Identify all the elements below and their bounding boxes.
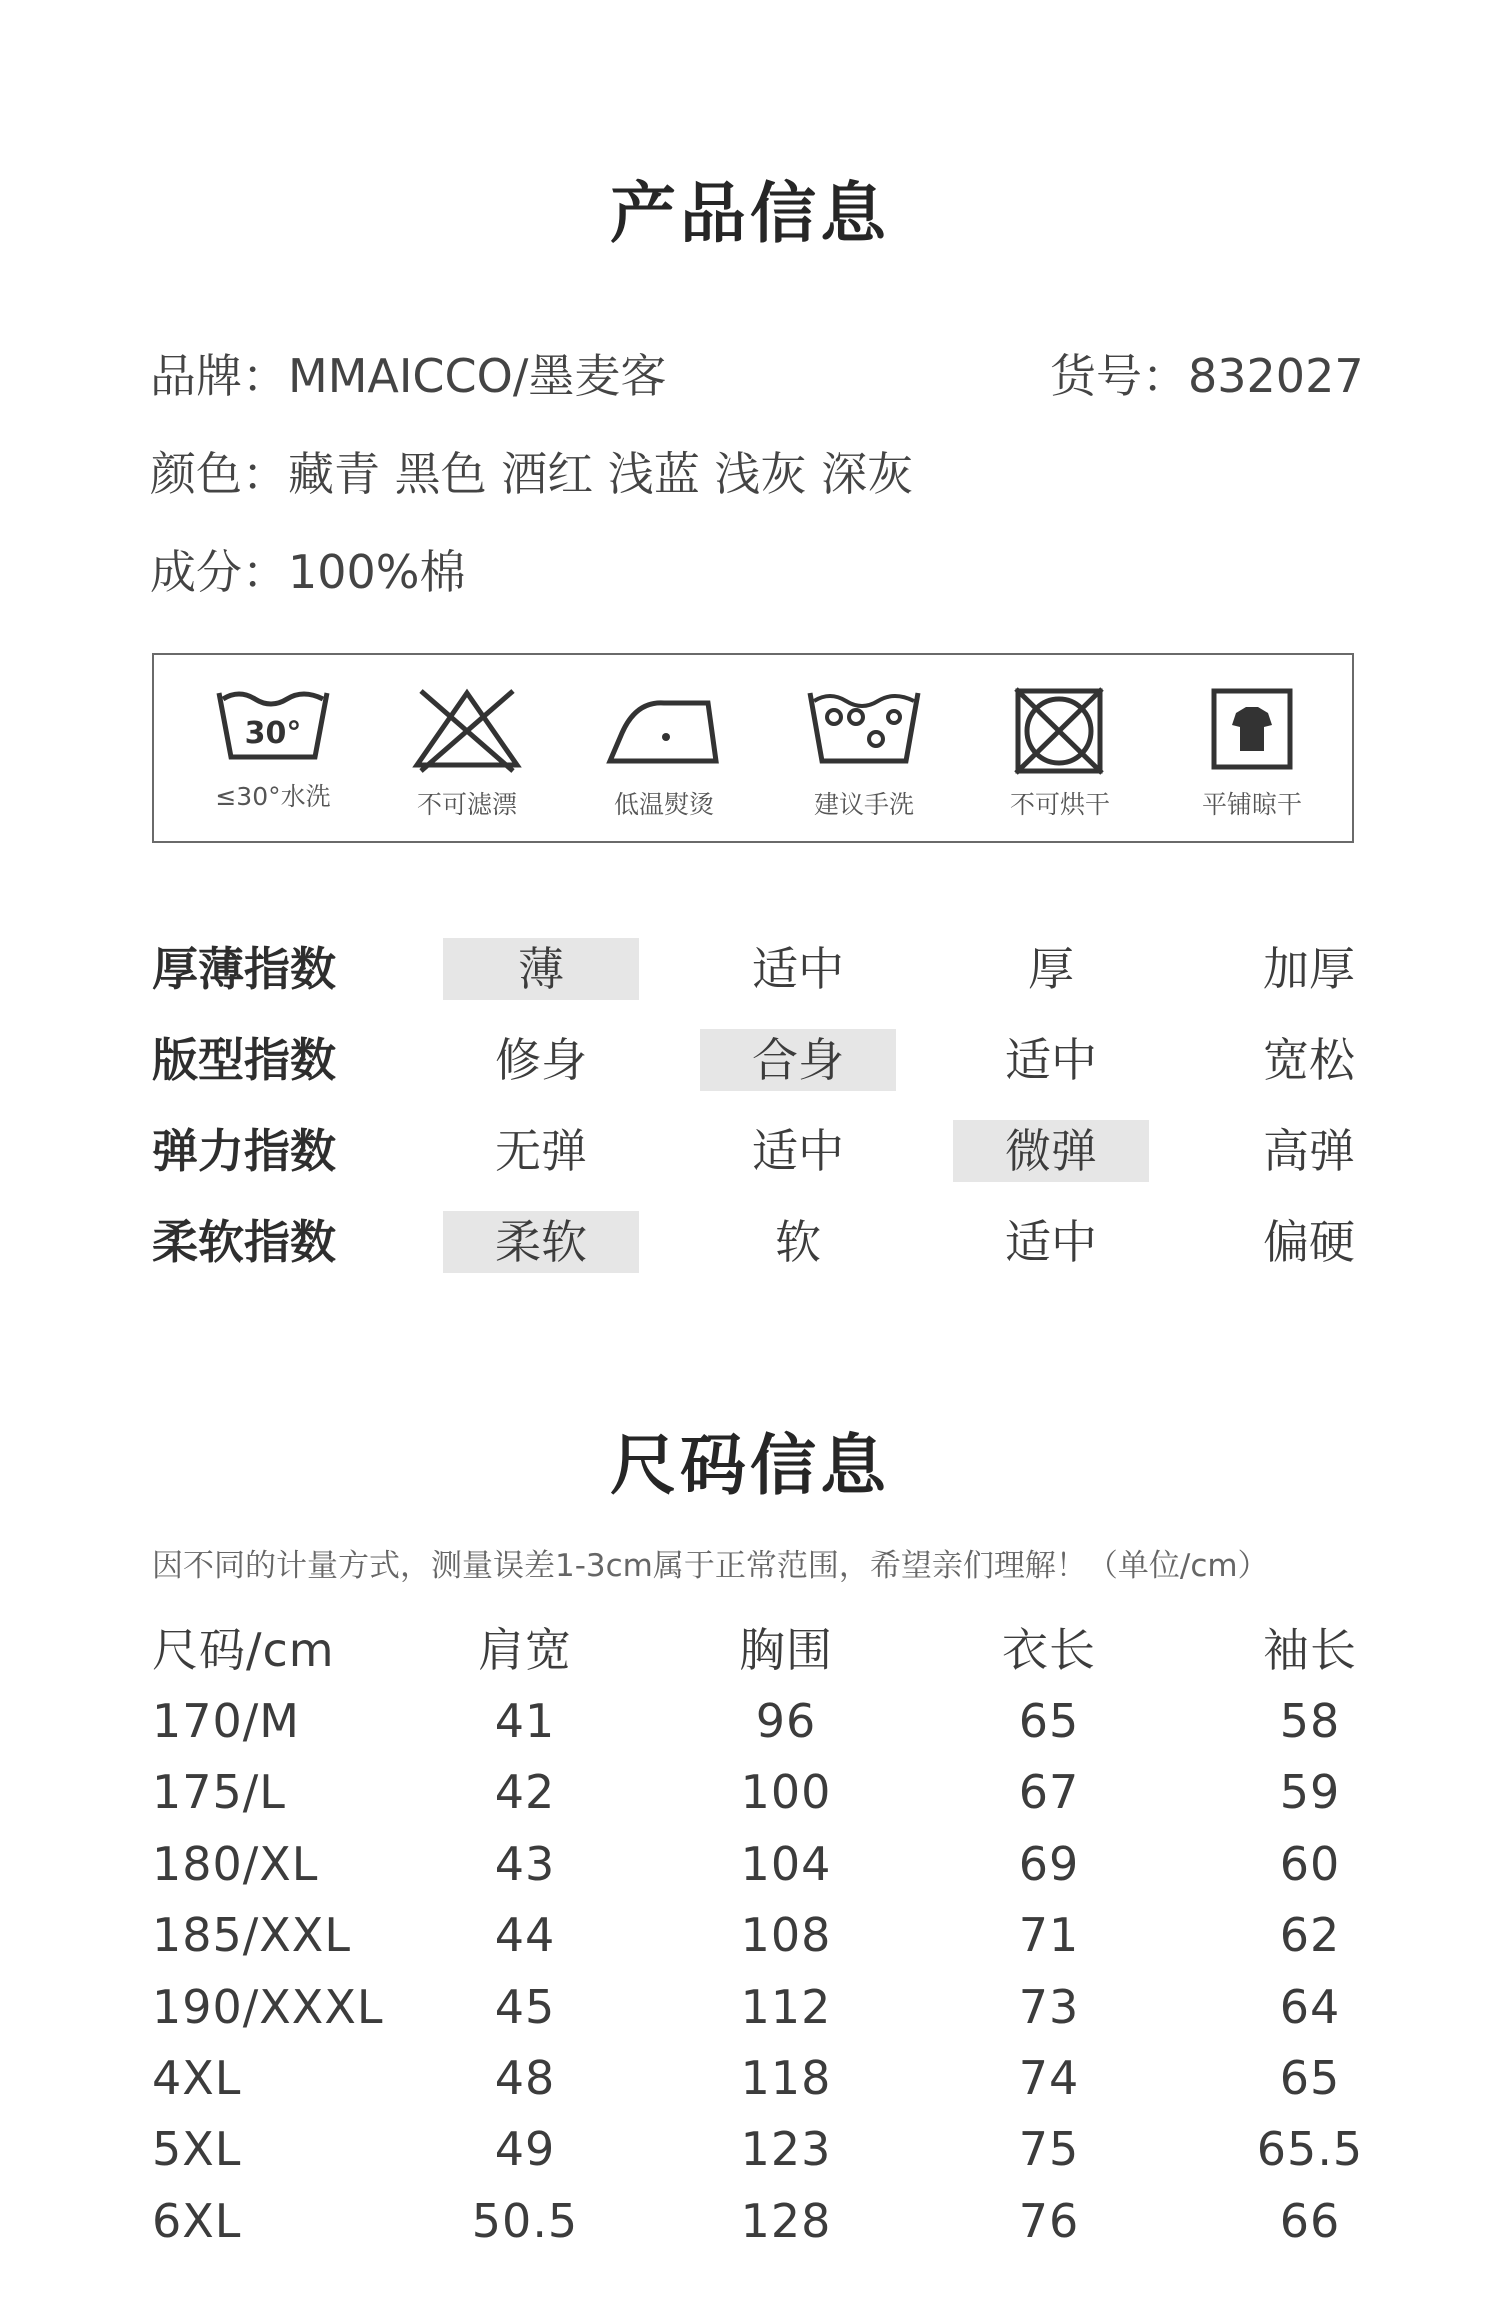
table-cell: 42 bbox=[494, 1765, 556, 1819]
header-cell: 袖长 bbox=[1263, 1623, 1357, 1677]
table-cell: 50.5 bbox=[471, 2194, 579, 2248]
no-bleach-icon bbox=[407, 685, 527, 775]
index-option: 修身 bbox=[495, 1033, 587, 1087]
index-row-thickness bbox=[152, 938, 1362, 1000]
index-option: 薄 bbox=[443, 938, 639, 1000]
table-cell: 44 bbox=[494, 1908, 556, 1962]
hand-wash-icon bbox=[804, 685, 924, 775]
index-option: 合身 bbox=[700, 1029, 896, 1091]
table-cell: 66 bbox=[1279, 2194, 1341, 2248]
table-cell: 48 bbox=[494, 2051, 556, 2105]
care-label: 建议手洗 bbox=[813, 790, 914, 819]
header-cell: 胸围 bbox=[739, 1623, 833, 1677]
table-cell: 49 bbox=[494, 2122, 556, 2176]
table-cell: 6XL bbox=[152, 2194, 242, 2248]
table-row bbox=[0, 2119, 1500, 2179]
brand-line: 品牌：MMAICCO/墨麦客 bbox=[150, 349, 667, 403]
index-option: 适中 bbox=[1005, 1215, 1097, 1269]
header-cell: 尺码/cm bbox=[152, 1623, 335, 1677]
table-cell: 112 bbox=[740, 1980, 832, 2034]
product-info-title: 产品信息 bbox=[610, 175, 890, 252]
table-cell: 5XL bbox=[152, 2122, 242, 2176]
care-label: 平铺晾干 bbox=[1201, 790, 1302, 819]
table-row bbox=[0, 1691, 1500, 1751]
table-cell: 45 bbox=[494, 1980, 556, 2034]
size-info-title: 尺码信息 bbox=[610, 1427, 890, 1504]
composition-line: 成分：100%棉 bbox=[150, 545, 466, 599]
table-cell: 65 bbox=[1018, 1694, 1080, 1748]
index-label: 厚薄指数 bbox=[152, 942, 336, 996]
index-row-softness bbox=[152, 1211, 1362, 1273]
index-option: 加厚 bbox=[1263, 942, 1355, 996]
colors-line: 颜色：藏青 黑色 酒红 浅蓝 浅灰 深灰 bbox=[150, 447, 914, 501]
care-item bbox=[980, 685, 1140, 821]
no-tumble-dry-icon bbox=[1000, 685, 1120, 775]
care-item bbox=[784, 685, 944, 821]
low-iron-icon bbox=[604, 685, 724, 775]
table-cell: 128 bbox=[740, 2194, 832, 2248]
table-cell: 73 bbox=[1018, 1980, 1080, 2034]
care-label: 低温熨烫 bbox=[613, 790, 714, 819]
index-option: 适中 bbox=[752, 1124, 844, 1178]
table-cell: 185/XXL bbox=[152, 1908, 351, 1962]
size-table-header bbox=[0, 1620, 1500, 1680]
table-cell: 180/XL bbox=[152, 1837, 319, 1891]
table-cell: 100 bbox=[740, 1765, 832, 1819]
table-cell: 69 bbox=[1018, 1837, 1080, 1891]
table-cell: 76 bbox=[1018, 2194, 1080, 2248]
table-cell: 67 bbox=[1018, 1765, 1080, 1819]
table-cell: 41 bbox=[494, 1694, 556, 1748]
wash-temp-text: 30° bbox=[244, 716, 302, 751]
table-row bbox=[0, 2191, 1500, 2251]
table-cell: 170/M bbox=[152, 1694, 300, 1748]
care-label: 不可烘干 bbox=[1009, 790, 1110, 819]
table-cell: 62 bbox=[1279, 1908, 1341, 1962]
header-cell: 肩宽 bbox=[478, 1623, 572, 1677]
wash-30-icon bbox=[213, 685, 333, 767]
table-cell: 71 bbox=[1018, 1908, 1080, 1962]
table-cell: 59 bbox=[1279, 1765, 1341, 1819]
table-cell: 60 bbox=[1279, 1837, 1341, 1891]
index-option: 无弹 bbox=[495, 1124, 587, 1178]
measurement-note: 因不同的计量方式，测量误差1-3cm属于正常范围，希望亲们理解！（单位/cm） bbox=[152, 1548, 1269, 1584]
table-cell: 65 bbox=[1279, 2051, 1341, 2105]
table-row bbox=[0, 1834, 1500, 1894]
table-cell: 123 bbox=[740, 2122, 832, 2176]
table-cell: 75 bbox=[1018, 2122, 1080, 2176]
table-cell: 175/L bbox=[152, 1765, 286, 1819]
index-option: 偏硬 bbox=[1263, 1215, 1355, 1269]
index-row-elasticity bbox=[152, 1120, 1362, 1182]
index-option: 适中 bbox=[752, 942, 844, 996]
table-cell: 4XL bbox=[152, 2051, 242, 2105]
care-item bbox=[193, 685, 353, 813]
index-option: 宽松 bbox=[1263, 1033, 1355, 1087]
table-cell: 108 bbox=[740, 1908, 832, 1962]
index-label: 柔软指数 bbox=[152, 1215, 336, 1269]
table-cell: 104 bbox=[740, 1837, 832, 1891]
flat-dry-icon bbox=[1192, 685, 1312, 775]
table-cell: 65.5 bbox=[1256, 2122, 1364, 2176]
table-row bbox=[0, 1762, 1500, 1822]
care-item bbox=[387, 685, 547, 821]
index-row-fit bbox=[152, 1029, 1362, 1091]
table-cell: 74 bbox=[1018, 2051, 1080, 2105]
table-cell: 190/XXXL bbox=[152, 1980, 384, 2034]
table-row bbox=[0, 2048, 1500, 2108]
table-cell: 96 bbox=[755, 1694, 817, 1748]
index-label: 版型指数 bbox=[152, 1033, 336, 1087]
header-cell: 衣长 bbox=[1002, 1623, 1096, 1677]
index-option: 适中 bbox=[1005, 1033, 1097, 1087]
table-cell: 43 bbox=[494, 1837, 556, 1891]
care-item bbox=[1172, 685, 1332, 821]
index-option: 软 bbox=[775, 1215, 821, 1269]
index-label: 弹力指数 bbox=[152, 1124, 336, 1178]
item-number-line: 货号：832027 bbox=[1050, 349, 1364, 403]
table-row bbox=[0, 1977, 1500, 2037]
care-item bbox=[584, 685, 744, 821]
table-row bbox=[0, 1905, 1500, 1965]
table-cell: 118 bbox=[740, 2051, 832, 2105]
index-option: 柔软 bbox=[443, 1211, 639, 1273]
index-option: 厚 bbox=[1028, 942, 1074, 996]
index-option: 微弹 bbox=[953, 1120, 1149, 1182]
index-option: 高弹 bbox=[1263, 1124, 1355, 1178]
table-cell: 58 bbox=[1279, 1694, 1341, 1748]
table-cell: 64 bbox=[1279, 1980, 1341, 2034]
care-instructions-box bbox=[152, 653, 1354, 843]
care-label: ≤30°水洗 bbox=[215, 782, 331, 811]
care-label: 不可滤漂 bbox=[416, 790, 517, 819]
